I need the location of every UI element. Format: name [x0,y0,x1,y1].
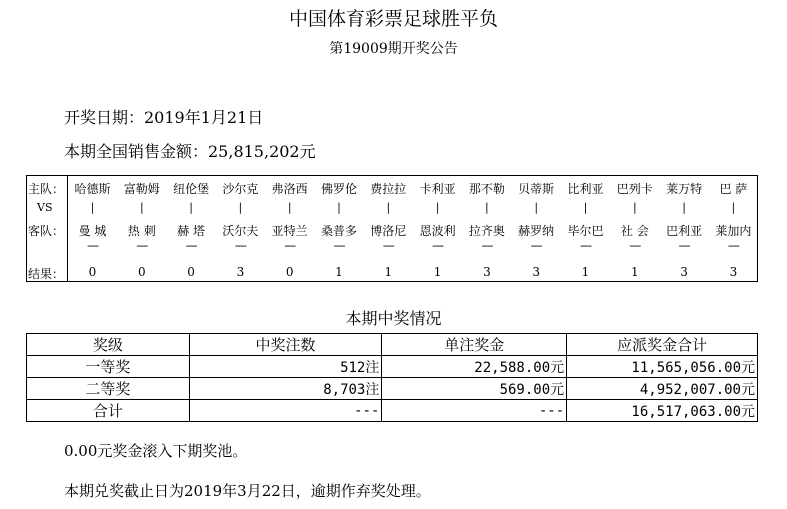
vs-separator: | [139,201,144,214]
total-prize: 11,565,056.00元 [567,356,758,378]
table-row [27,356,758,378]
rollover-note: 0.00元奖金滚入下期奖池。 [64,442,248,460]
dash-separator: ---- [580,239,591,252]
draw-date: 开奖日期：2019年1月21日 [64,108,264,127]
match-result: 0 [187,265,195,279]
vs-separator: | [337,201,341,214]
away-team: 亚特兰 [271,224,308,238]
deadline-note: 本期兑奖截止日为2019年3月22日，逾期作弃奖处理。 [64,482,431,500]
home-team: 佛罗伦 [320,182,357,196]
home-team: 贝蒂斯 [518,182,555,196]
home-team: 那不勒 [468,182,505,196]
dash-separator: ---- [185,239,197,252]
vs-separator: | [386,201,391,214]
winner-count: 512注 [189,356,382,378]
match-result: 3 [532,265,540,279]
dash-separator: ---- [727,239,739,252]
home-team: 巴列卡 [616,182,653,196]
prize-level: 合计 [27,400,190,422]
dash-separator: ---- [481,239,493,252]
match-result: 3 [729,265,738,279]
winner-count: 8,703注 [189,378,382,400]
dash-separator: ---- [382,239,394,252]
match-result: 0 [285,265,294,279]
away-team: 赫罗纳 [518,224,555,238]
prize-level: 二等奖 [27,378,190,400]
match-result: 0 [137,265,146,279]
dash-separator: ---- [678,239,690,252]
home-team: 卡利亚 [419,182,456,196]
match-result: 1 [581,265,590,279]
home-team: 莱万特 [666,182,703,196]
result-label: 结果： [28,267,65,281]
dash-separator: ---- [87,239,98,252]
match-result: 1 [384,265,393,279]
sales-amount: 本期全国销售金额：25,815,202元 [64,142,316,161]
match-result: 1 [433,265,442,279]
vs-separator: | [189,201,193,214]
away-team: 社 会 [620,224,649,238]
home-team: 富勒姆 [123,182,160,196]
header-single: 单注奖金 [382,334,567,356]
single-prize: 22,588.00元 [382,356,567,378]
prize-level: 一等奖 [27,356,190,378]
vs-separator: | [632,201,637,214]
home-label: 主队： [28,182,65,196]
vs-separator: | [731,201,736,214]
vs-separator: | [682,201,686,214]
vs-separator: | [90,201,95,214]
away-team: 巴利亚 [666,224,703,238]
dash-separator: ---- [530,239,542,252]
match-result: 1 [335,265,343,279]
single-prize: 569.00元 [382,378,567,400]
total-prize: 4,952,007.00元 [567,378,758,400]
prize-caption: 本期中奖情况 [345,309,442,328]
page-title: 中国体育彩票足球胜平负 [288,8,498,30]
away-label: 客队： [28,224,65,238]
home-team: 哈德斯 [74,182,111,196]
vs-label: VS [37,201,53,214]
dash-separator: ---- [284,239,296,252]
prize-table [26,333,758,422]
home-team: 比利亚 [567,182,604,196]
vs-separator: | [485,201,489,214]
vs-separator: | [583,201,588,214]
vs-separator: | [238,201,243,214]
vs-separator: | [435,201,440,214]
away-team: 恩波利 [419,224,456,238]
match-result: 0 [88,265,97,279]
match-result: 3 [680,265,688,279]
winner-count: --- [189,400,382,422]
home-team: 弗洛西 [271,182,308,196]
header-count: 中奖注数 [189,334,382,356]
away-team: 沃尔夫 [222,224,259,238]
away-team: 拉齐奥 [468,224,505,238]
away-team: 曼 城 [78,224,107,238]
single-prize: --- [382,400,567,422]
home-team: 沙尔克 [222,182,259,196]
home-team: 费拉拉 [370,182,407,196]
dash-separator: ---- [234,239,246,252]
vs-separator: | [534,201,539,214]
away-team: 博洛尼 [370,224,407,238]
match-result: 1 [630,265,639,279]
away-team: 热 刺 [127,224,156,238]
home-team: 纽伦堡 [173,182,210,196]
header-level: 奖级 [27,334,190,356]
issue-subtitle: 第19009期开奖公告 [329,41,458,57]
header-total: 应派奖金合计 [567,334,758,356]
prize-header-row [27,334,758,356]
away-team: 莱加内 [715,224,752,238]
dash-separator: ---- [432,239,444,252]
dash-separator: ---- [333,239,345,252]
total-prize: 16,517,063.00元 [567,400,758,422]
table-row [27,400,758,422]
table-row [27,378,758,400]
dash-separator: ---- [136,239,148,252]
match-table [26,175,758,282]
dash-separator: ---- [629,239,641,252]
vs-separator: | [287,201,292,214]
away-team: 桑普多 [320,224,357,238]
away-team: 毕尔巴 [567,224,604,238]
match-result: 3 [236,265,245,279]
match-result: 3 [483,265,491,279]
away-team: 赫 塔 [177,224,205,238]
home-team: 巴 萨 [719,182,748,196]
